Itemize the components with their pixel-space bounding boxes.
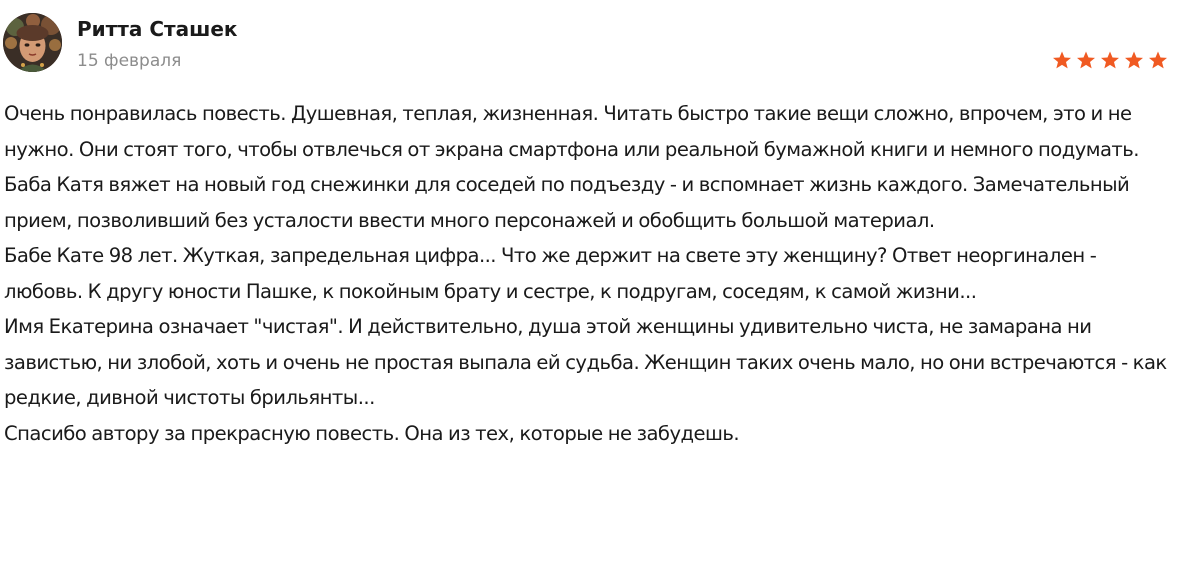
star-icon [1052, 50, 1072, 70]
review-body [4, 96, 1176, 451]
review-paragraph: Баба Катя вяжет на новый год снежинки для соседей по подъезду - и вспомнает жизнь каждого. Замечательный прием, позволивший без усталости ввести много персонажей и обобщить большой материал. [4, 173, 1130, 232]
star-icon [1124, 50, 1144, 70]
star-icon [1076, 50, 1096, 70]
review-paragraph: Очень понравилась повесть. Душевная, теплая, жизненная. Читать быстро такие вещи сложно, впрочем, это и не нужно. Они стоят того, чтобы отвлечься от экрана смартфона или реальной бумажной книги и немного подумать. [4, 102, 1139, 161]
avatar-portrait-icon [3, 13, 62, 72]
review-paragraph: Спасибо автору за прекрасную повесть. Она из тех, которые не забудешь. [4, 421, 740, 445]
review-paragraph: Имя Екатерина означает "чистая". И действительно, душа этой женщины удивительно чиста, не замарана ни завистью, ни злобой, хоть и очень не простая выпала ей судьба. Женщин таких очень мало, но они встречаются - как редкие, дивной чистоты брильянты... [4, 315, 1167, 409]
author-avatar[interactable] [3, 13, 62, 72]
review-paragraph: Бабе Кате 98 лет. Жуткая, запредельная цифра... Что же держит на свете эту женщину? Ответ неоргинален - любовь. К другу юности Пашке, к покойным брату и сестре, к подругам, соседям, к самой жизни... [4, 244, 1097, 303]
star-icon [1148, 50, 1168, 70]
star-icon [1100, 50, 1120, 70]
star-rating [1052, 50, 1168, 70]
review-date: 15 февраля [77, 51, 182, 71]
author-name[interactable]: Ритта Сташек [77, 17, 238, 41]
